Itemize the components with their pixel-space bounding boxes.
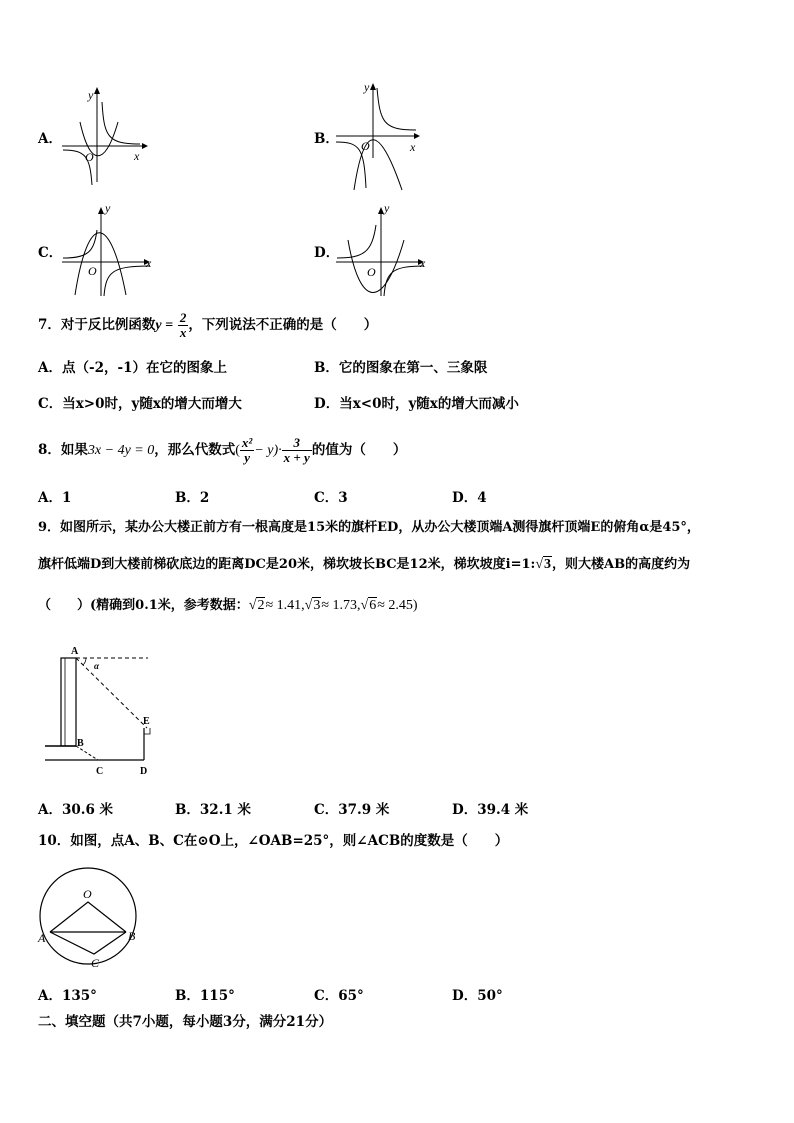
q7-fraction — [178, 311, 189, 340]
q10-label-o: O — [83, 887, 92, 901]
q8-option-c: C．3 — [314, 490, 348, 506]
q10-figure — [36, 862, 144, 974]
q7-frac-den: x — [179, 325, 187, 340]
option-a-letter: A． — [38, 131, 62, 147]
q9-label-c: C — [96, 766, 104, 777]
q8-prefix: 8．如果 — [38, 442, 88, 458]
q8-option-b: B．2 — [175, 490, 210, 506]
q9-figure — [40, 640, 170, 780]
graph-b-ylabel: y — [364, 80, 370, 94]
q7-option-a: A．点（-2，-1）在它的图象上 — [38, 360, 227, 376]
graph-d-origin: O — [367, 265, 376, 279]
q8-expr-tail: − y)· — [254, 443, 282, 458]
q8-condition: 3x − 4y = 0 — [87, 443, 155, 458]
option-c-letter: C． — [38, 245, 63, 261]
q10-option-a: A．135° — [38, 988, 97, 1004]
q7-stem — [38, 308, 377, 343]
q9-sqrt6: √6 — [360, 598, 377, 613]
q9-option-b: B．32.1 米 — [175, 802, 251, 818]
q9-option-a: A．30.6 米 — [38, 802, 114, 818]
graph-b-origin: O — [361, 139, 370, 153]
q9-rad6: 6 — [369, 598, 377, 613]
q9-sqrt3-slope: √3 — [535, 557, 552, 572]
graph-a-ylabel: y — [88, 88, 94, 102]
q9-sqrt3: √3 — [304, 598, 321, 613]
q8-fraction-2 — [282, 436, 312, 465]
q9-data-3: ≈ 2.45) — [377, 598, 418, 613]
q7-frac-num: 2 — [179, 310, 187, 325]
q9-slope-radicand: 3 — [544, 557, 552, 572]
q8-frac2-num: 3 — [282, 436, 312, 451]
q7-prefix: 7．对于反比例函数 — [38, 317, 156, 333]
section-2-heading: 二、填空题（共7小题，每小题3分，满分21分） — [38, 1014, 333, 1030]
q10-option-d: D．50° — [452, 988, 503, 1004]
graph-d-xlabel: x — [420, 256, 426, 270]
q9-line-3 — [38, 597, 418, 615]
q9-rad2: 2 — [257, 598, 265, 613]
q9-data-2: ≈ 1.73, — [321, 598, 361, 613]
q8-frac1-num: x² — [241, 435, 253, 450]
q8-frac2-den: x + y — [283, 450, 310, 465]
q10-label-a: A — [38, 931, 46, 945]
q8-stem — [38, 432, 406, 469]
option-b-letter: B． — [314, 131, 339, 147]
q9-rad3: 3 — [313, 598, 321, 613]
graph-a-origin: O — [85, 150, 94, 164]
q8-fraction-1 — [240, 436, 254, 465]
q9-line2-b: ，则大楼AB的高度约为 — [552, 557, 691, 572]
q7-suffix: ，下列说法不正确的是（ ） — [188, 317, 378, 333]
graph-b-xlabel: x — [410, 140, 416, 154]
q10-label-c: C — [91, 956, 100, 970]
q8-middle: ，那么代数式 — [154, 442, 236, 458]
q8-expr-open: ( — [235, 443, 240, 458]
q7-option-c: C．当x>0时，y随x的增大而增大 — [38, 396, 242, 412]
q7-option-d: D．当x<0时，y随x的增大而减小 — [314, 396, 519, 412]
q9-line-2 — [38, 556, 690, 574]
q9-label-d: D — [140, 766, 148, 777]
q9-option-c: C．37.9 米 — [314, 802, 390, 818]
q10-stem: 10．如图，点A、B、C在⊙O上，∠OAB=25°，则∠ACB的度数是（ ） — [38, 833, 509, 849]
q9-label-e: E — [143, 716, 150, 727]
graph-option-c — [60, 200, 160, 300]
graph-option-d — [334, 200, 434, 300]
q9-data-1: ≈ 1.41, — [265, 598, 305, 613]
q9-label-alpha: α — [94, 661, 99, 671]
graph-c-ylabel: y — [105, 201, 111, 215]
graph-d-ylabel: y — [384, 201, 390, 215]
graph-option-b — [334, 78, 424, 193]
q8-option-a: A．1 — [38, 490, 72, 506]
q10-option-c: C．65° — [314, 988, 364, 1004]
q8-frac1-den: y — [244, 450, 250, 465]
q9-label-a: A — [71, 646, 79, 657]
q10-option-b: B．115° — [175, 988, 235, 1004]
q8-option-d: D．4 — [452, 490, 487, 506]
q9-option-d: D．39.4 米 — [452, 802, 529, 818]
q9-label-b: B — [77, 738, 84, 749]
q8-suffix: 的值为（ ） — [311, 442, 407, 458]
q7-option-b: B．它的图象在第一、三象限 — [314, 360, 488, 376]
option-d-letter: D． — [314, 245, 340, 261]
q9-line-1: 9．如图所示，某办公大楼正前方有一根高度是15米的旗杆ED，从办公大楼顶端A测得旗杆顶端E的俯角α是45°， — [38, 520, 700, 535]
q10-label-b: B — [128, 929, 136, 943]
q7-func-lhs: y = — [155, 318, 174, 333]
graph-a-xlabel: x — [134, 149, 140, 163]
graph-option-a — [60, 82, 150, 187]
q9-line2-a: 旗杆低端D到大楼前梯砍底边的距离DC是20米，梯坎坡长BC是12米，梯坎坡度i=1: — [38, 557, 536, 572]
graph-c-origin: O — [88, 264, 97, 278]
q9-sqrt2: √2 — [248, 598, 265, 613]
graph-c-xlabel: x — [146, 256, 152, 270]
q9-line3-a: （ ）(精确到0.1米，参考数据： — [38, 598, 249, 613]
